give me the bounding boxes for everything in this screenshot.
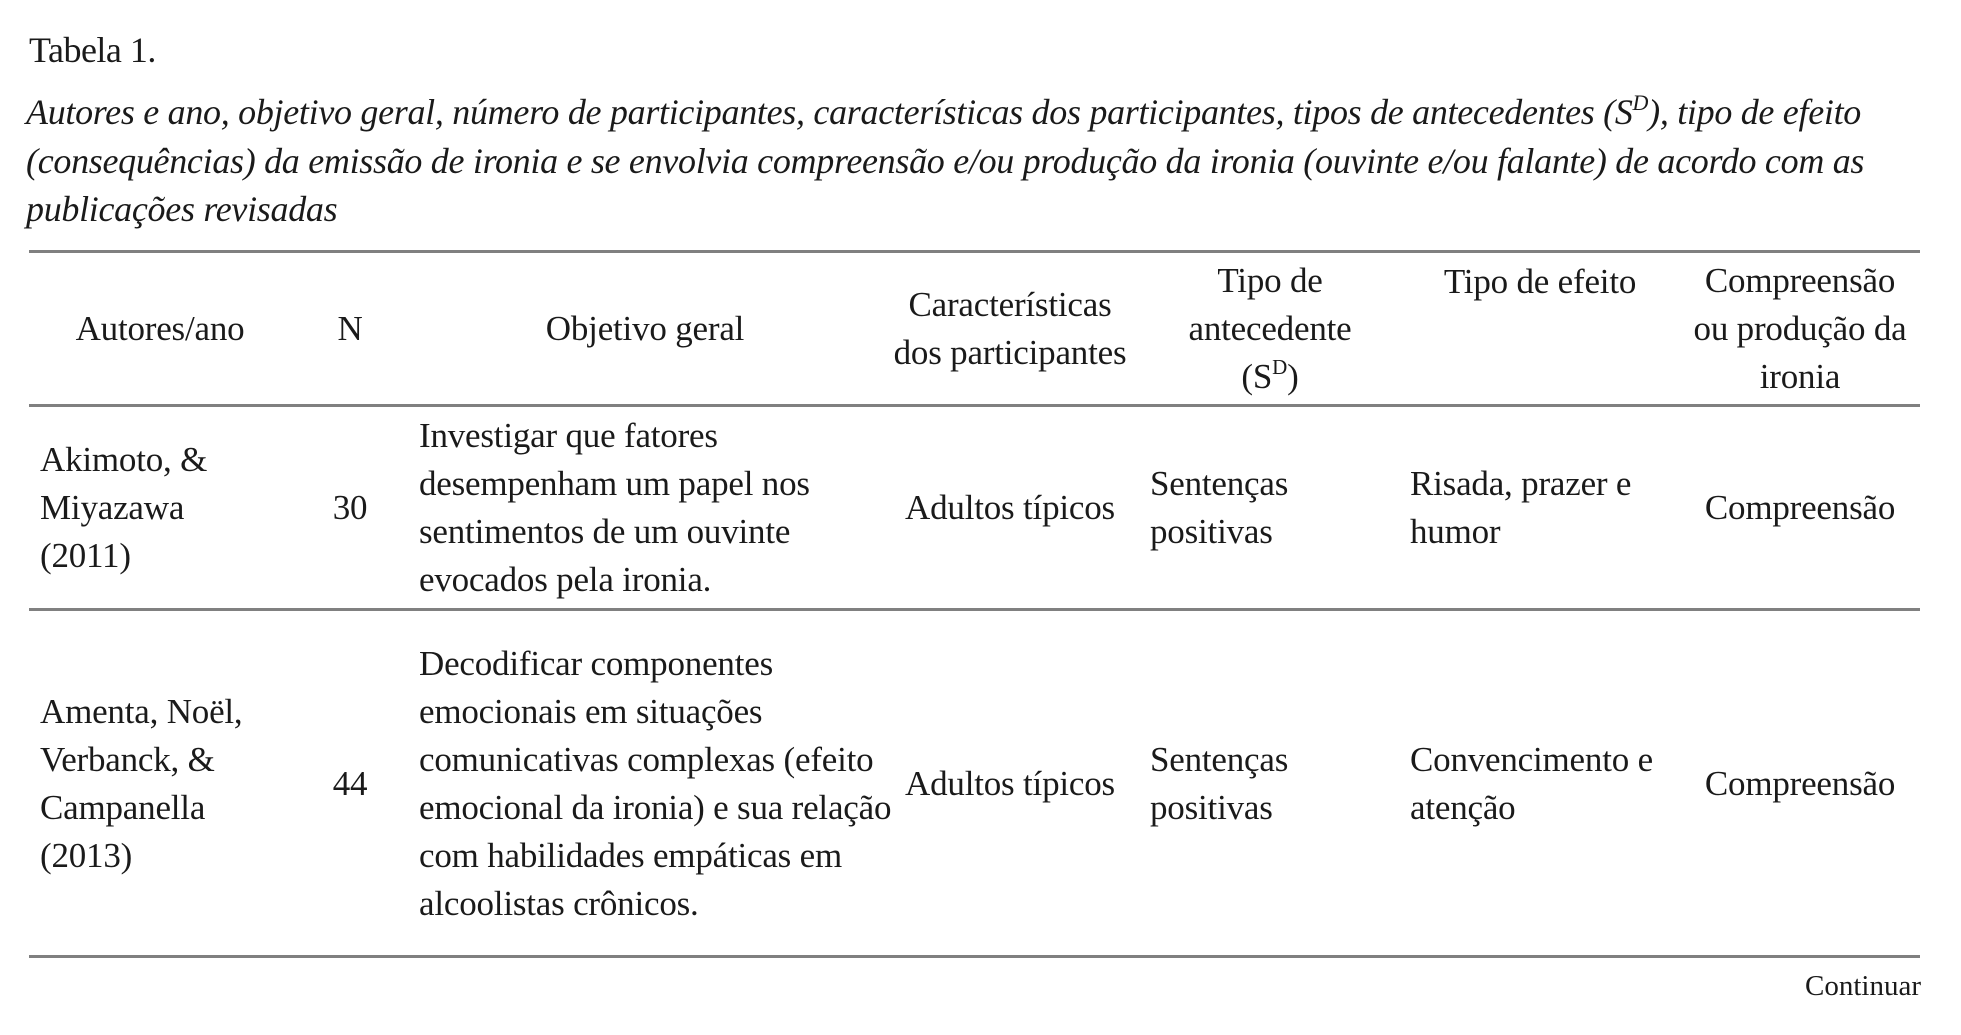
- header-objective: [410, 256, 880, 402]
- cell-n: [310, 410, 390, 606]
- header-antecedent-label: Tipo de antecedente: [1188, 261, 1352, 348]
- cell-effect: [1410, 410, 1680, 606]
- header-comprehension-label: Compreensão ou produção da ironia: [1693, 261, 1907, 396]
- header-characteristics-label: Características dos participantes: [893, 285, 1127, 372]
- header-objective-label: Objetivo geral: [545, 309, 745, 348]
- row-1-bottom-rule: [29, 608, 1920, 611]
- cell-objective-text: Decodificar componentes emocionais em situações comunicativas complexas (efeito emocional da ironia) e sua relação com habilidades empáticas em alcoolistas crônicos.: [419, 643, 892, 923]
- cell-comprehension: [1690, 614, 1910, 953]
- header-characteristics: [890, 256, 1130, 402]
- cell-characteristics: [885, 614, 1135, 953]
- sd-open: (S: [1241, 357, 1273, 396]
- table-continuation-note: Continuar: [1805, 970, 1921, 1002]
- header-comprehension: [1690, 256, 1910, 402]
- sd-superscript: D: [1272, 355, 1288, 379]
- sd-close: ): [1287, 357, 1299, 396]
- cell-comprehension-text: Compreensão: [1704, 763, 1896, 803]
- header-antecedent-sd: [1160, 353, 1380, 401]
- header-effect: [1400, 258, 1680, 306]
- cell-characteristics: [885, 410, 1135, 606]
- cell-effect-text: Risada, prazer e humor: [1410, 464, 1632, 551]
- cell-comprehension-text: Compreensão: [1704, 488, 1896, 527]
- cell-objective: [419, 614, 894, 953]
- header-bottom-rule: [29, 404, 1920, 407]
- cell-effect: [1410, 614, 1660, 953]
- cell-objective-text: Investigar que fatores desempenham um papel nos sentimentos de um ouvinte evocados pela ironia.: [419, 416, 810, 599]
- header-n-label: N: [337, 309, 363, 348]
- cell-comprehension: [1690, 410, 1910, 606]
- cell-antecedent-text: Sentenças positivas: [1150, 464, 1289, 551]
- caption-text-1: Autores e ano, objetivo geral, número de participantes, características dos participantes, tipos de antecedentes (S: [26, 92, 1633, 132]
- header-authors-label: Autores/ano: [75, 309, 245, 348]
- header-authors: [40, 256, 280, 402]
- cell-characteristics-text: Adultos típicos: [905, 763, 1115, 803]
- caption-superscript: D: [1632, 90, 1649, 115]
- header-effect-label: Tipo de efeito: [1443, 262, 1637, 301]
- cell-antecedent: [1150, 614, 1330, 953]
- cell-characteristics-text: Adultos típicos: [905, 488, 1115, 527]
- caption-text-2: ), tipo de efeito (consequências) da emissão de ironia e se envolvia compreensão e/ou produção da ironia (ouvinte e/ou falante) de acordo com as publicações revisadas: [26, 92, 1865, 229]
- cell-n-text: 44: [332, 763, 368, 803]
- header-antecedent: [1160, 256, 1380, 402]
- table-label: Tabela 1.: [29, 30, 156, 70]
- cell-objective: [419, 410, 874, 606]
- cell-effect-text: Convencimento e atenção: [1410, 739, 1653, 827]
- table-bottom-rule: [29, 955, 1920, 958]
- cell-authors: [40, 614, 280, 953]
- cell-n-text: 30: [332, 488, 368, 527]
- cell-authors: [40, 410, 280, 606]
- cell-antecedent-text: Sentenças positivas: [1150, 739, 1289, 827]
- cell-authors-text: Akimoto, & Miyazawa (2011): [40, 440, 208, 575]
- table-top-rule: [29, 250, 1920, 253]
- header-n: [310, 256, 390, 402]
- cell-antecedent: [1150, 410, 1330, 606]
- cell-n: [310, 614, 390, 953]
- cell-authors-text: Amenta, Noël, Verbanck, & Campanella (2013): [40, 691, 243, 875]
- table-caption: [26, 88, 1926, 234]
